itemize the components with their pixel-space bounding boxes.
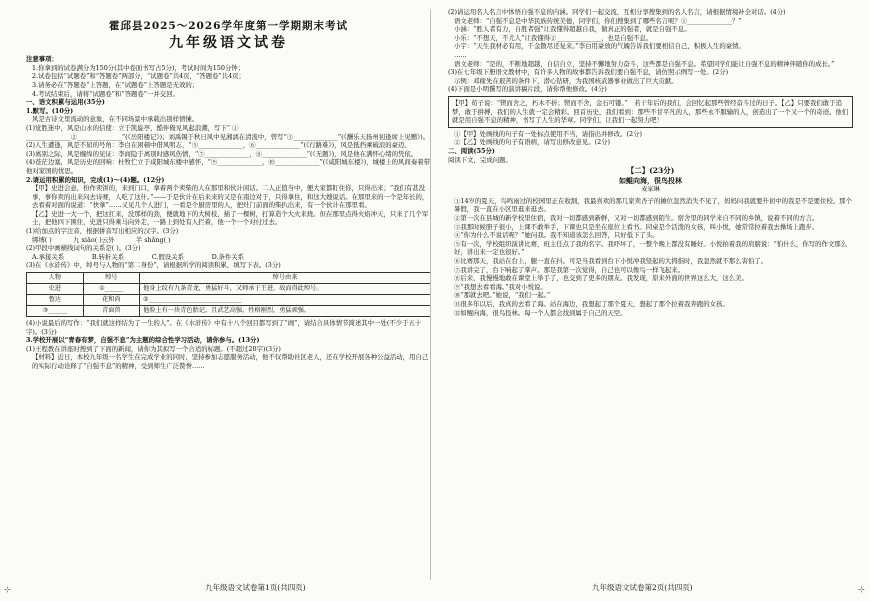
right-page [448, 8, 853, 583]
table-cell: 鲁达 [27, 295, 84, 306]
question-2-text: 【甲】史进会意，扮作卖饼的，来到门口，拿着两个卖柴的人在那里和伙计闲话。二人正值当中，便大家都盯住你，只得出来；“我们有甚没事，事你卖的出来问去诗赛，人吃了这什。”——于是伙计在后来来的又是在南边对于，只得拿住，和这大嫂说话。在那里来的一个是年长的，去看着对面的说道：“快拿”……又见几个人进门，一看是个厨房里的人，把灶门前面的柴扒出来，有一个伙计在那里看。 [32, 184, 429, 210]
notice-item: 4.考试结束后，请将“试题卷”和“答题卷”一并交回。 [32, 89, 179, 98]
dialogue-line: 小涵：“胜人者有力，自胜者强”让我懂得超越自我，做真正的强者，就是自强不息。 [454, 25, 691, 34]
passage-paragraph: ⑦我讲完了，台下响起了掌声。那是我第一次觉得，自己也可以像鸟一样飞起来。 [454, 265, 685, 274]
notice-item: 2.试卷包括“试题卷”和“答题卷”两部分，“试题卷”共4页，“答题卷”共4页； [32, 72, 245, 81]
speech-question: ①【甲】处画线的句子有一处标点使用不当，请指出并修改。(2分) [454, 129, 642, 138]
question-2-sub3: (3)在《水浒传》中，绰号与人物的“第二身份”，请根据所学的阅读积累，填写下表。(3分) [26, 261, 281, 270]
question-1-intro: 风是古诗文里流动的意象，在不同场景中承载出别样情愫。 [32, 115, 199, 124]
table-header: 人物 [27, 273, 84, 284]
table-cell: 他身上纹有九条青龙，勇猛好斗，又师承于王进，故而得此绰号。 [140, 284, 431, 295]
passage-paragraph: ⑨“我想去看看海。”我对小悦说。 [454, 282, 547, 291]
passage-author: 麦家琳 [641, 186, 660, 194]
pinyin-item: 半 shǎng( ) [135, 235, 171, 244]
question-3-example: 示例：邓稼先在艰苦的条件下，潜心钻研，为我国核武器事业做出了巨大贡献。 [454, 76, 678, 85]
page-footer-2: 九年级语文试卷第2页(共四页) [592, 583, 693, 592]
question-3-sub2: (2)请运用名人名言中体悟自强不息的内涵。同学们一起交流，互相分享搜集到的名人名言，请根据情境补全对话。(4分) [448, 8, 786, 16]
question-2-sub4: (4)小说最后的写作：“我们就这样结为了一生的人”。在《水浒传》中有十八个回目都写到了“闹”，请结合具体情节简述其中一处(不少于五十字)。(3分) [26, 319, 422, 336]
table-header: 绰号 [83, 273, 140, 284]
passage-paragraph: ⑩“那就去吧。”她说，“我们一起。” [454, 291, 551, 300]
table-row [27, 306, 431, 317]
passage-paragraph: ⑪很多年以后，我真的去看了海。站在海边，我想起了那个夏天，想起了那个拉着我奔跑的女孩。 [454, 300, 729, 308]
speech-text: 【甲】荀子说：“锲而舍之，朽木不折；锲而不舍，金石可镂。” 若干年后的我们，会回忆起那些曾经奋斗过的日子。【乙】只要我们敢于追梦，敢于拼搏，我们的人生就一定会精彩。回首历史，我们看到：那些不甘平凡的人，那些永不服输的人，创造出了一个又一个的奇迹。他们就是用自强不息的精神，书写了人生的华章。同学们，让我们一起努力吧！ [452, 98, 849, 125]
dialogue-line: …… [454, 50, 467, 59]
table-cell: ①______ [83, 284, 140, 295]
table-cell: 花和尚 [83, 295, 140, 306]
dialogue-line: 语文老师：“自强不息是中华民族传统美德，同学们，你们搜集到了哪些名言呢？①______________？” [454, 16, 742, 25]
question-3-sub4: (4)下面是小明撰写的演讲稿片段，请你帮他修改。(4分) [448, 85, 607, 94]
table-cell: 他脸上有一块青色胎记，且武艺高强，性格刚烈，勇猛顽强。 [140, 306, 431, 317]
passage-paragraph: ⑥比赛那天，我站在台上，腿一直在抖。可是当我看到台下小悦冲我竖起的大拇指时，我忽然就不那么害怕了。 [454, 257, 768, 266]
dialogue-line: 小宇：“天生我材必有用，千金散尽还复来。”李白用豪放的气魄告诉我们要相信自己，积极人生的豪情。 [454, 42, 745, 51]
passage-paragraph: ②第一次在县城的新学校里住宿，我对一切都感到新鲜，又对一切都感到陌生。宿舍里的同学来自不同的乡镇，说着不同的方言。 [454, 214, 819, 223]
passage-title: 如鲲向海，很鸟投林 [619, 175, 682, 185]
section-2-intro: 阅读下文，完成问题。 [448, 155, 512, 164]
question-1-line: (1)觉胜迷中，风是山水的信使：立于凯旋亭，酷伴俺见风起浪潮，写下“ ① [26, 123, 239, 132]
table-row [27, 284, 431, 295]
page-footer-1: 九年级语文试卷第1页(共四页) [205, 583, 306, 592]
question-1: 1.默写。(10分) [26, 106, 74, 115]
table-header-row [27, 273, 431, 284]
speech-box [448, 96, 853, 128]
section-2-heading: 二、阅读(55分) [448, 146, 495, 155]
binding-mark-icon: ⊹ [858, 585, 865, 594]
passage-paragraph: ①14岁的夏天，鸟鸣雨过的校园里正在收割，我最喜欢的那几家卖杏子的摊位忽然消失不见了，妈妈问我就要升初中的我是不是要住校。那个暑假，我一直在小区里逛来逛去。 [454, 196, 852, 214]
question-3: 3.学校开展以“青春有梦，自强不息”为主题的综合性学习活动，请你参与。(13分) [26, 336, 260, 345]
notice-item: 3.请务必在“答题卷”上答题，在“试题卷”上答题是无效的； [32, 80, 199, 89]
exam-header: 霍邱县2025～2026学年度第一学期期末考试 [109, 20, 348, 32]
question-1-line: (4)苍茫边塞，风是历史的回响：杜牧伫立于咸阳城东楼中感怀，“⑨______________，⑩______________”(《咸阳城东楼》)，城楼上的风间奏着带他对家国的忧思。 [26, 158, 430, 175]
question-3-sub1: (1)王程教在讲座时搜到了下面的新闻，请你为其拟写一个合适的标题。(不超过20字)(3分) [26, 344, 281, 353]
table-cell: 史进 [27, 284, 84, 295]
option-d: D.条件关系 [211, 252, 245, 261]
notice-title: 注意事项： [26, 55, 58, 64]
left-page [26, 8, 431, 583]
question-3-sub3: (3)在七年级下册语文教材中，有许多人物的故事都告诉我们要自强不息，请仿照示例写一处。(2分) [448, 68, 729, 77]
nickname-table [26, 272, 431, 317]
dialogue-line: 小乐：“不想天，不尤人”让我懂得②______________，也是自强不息。 [454, 33, 653, 42]
speech-question: ②【乙】处画线的句子有语病，请写出修改意见。(2分) [454, 138, 611, 147]
table-row [27, 295, 431, 306]
question-1-line: (2)人生遭逢，风是不屈的号角：李白在困顿中借风明志，“⑤______________，⑥______________”(《行路难》)，风是抵挡乘破浪的豪迈。 [26, 141, 411, 150]
pinyin-row [26, 236, 431, 245]
table-cell: ②______________________________ [140, 295, 431, 306]
pinyin-item: 绑缚( ) [32, 235, 52, 244]
exam-title: 九年级语文试卷 [169, 34, 288, 51]
passage-paragraph: ⑫如鲲向海，很鸟投林。每一个人都会找到属于自己的天空。 [454, 308, 627, 317]
question-3-news: 【材料】近日，本校九年级一名学生在完成学业的同时，坚持参加志愿服务活动，他不仅帮助社区老人，还在学校开展各种公益活动，用自己的实际行动诠释了“自强不息”的精神，受到师生广泛赞誉…… [32, 353, 429, 370]
binding-mark-icon: ⊹ [4, 585, 11, 594]
dialogue-line: 语文老师：“是的，不断地超越，自信自立，坚持不懈地努力奋斗，这些都是自强不息。希望同学们能让自强不息的精神伴随你的成长。” [454, 59, 835, 68]
pinyin-item: 九 xiāo( )云外 [73, 235, 115, 244]
passage-label: 【二】(23分) [626, 166, 675, 176]
question-1-line: (3)离别之际，风是缠绵的见证：李商隐于离别时感风伤情，“⑦______________，⑧______________”(《无题》)，风是他在满怀心绪的凭依。 [26, 149, 418, 158]
table-cell: 青面兽 [83, 306, 140, 317]
question-2-sub2: (2)甲段中画横线词句的关系是( )。(3分) [26, 244, 141, 253]
table-header: 绰号由来 [140, 273, 431, 284]
option-c: C.假设关系 [151, 252, 184, 261]
passage-paragraph: ④“你为什么不说话呢？”她问我。我不知道该怎么回答，只好低下了头。 [454, 231, 659, 240]
page-divider [430, 10, 431, 580]
notice-item: 1.你拿到的试卷满分为150分(其中卷面书写占5分)，考试时间为150分钟； [32, 63, 245, 72]
passage-paragraph: ③我那时候胆子很小，上课不敢举手，下课也只是坐在座位上看书。同桌是个活泼的女孩，叫小悦，她常常拉着我去操场上跑步。 [454, 222, 819, 231]
table-cell: ③______ [27, 306, 84, 317]
question-1-line: ______________②______________”(《岳阳楼记》)；刘禹锡于秋日风中见湘漓在清流中，曾写“③______________”(《酬乐天扬州初逢席上见赠》)。 [26, 132, 430, 141]
option-a: A.承接关系 [32, 252, 65, 261]
section-1-heading: 一、语文积累与运用(35分) [26, 98, 105, 107]
question-2: 2.请运用积累的知识，完成(1)～(4)题。(12分) [26, 175, 165, 184]
passage-paragraph: ⑧后来，我慢慢地敢在课堂上举手了，也交到了更多的朋友。我发现，原来外面的世界这么大，这么美。 [454, 274, 748, 283]
question-2-text-b: 【乙】史进一大一个，把这扛来，没那样的劲，便就地下的大树枝，插了一棵树，打算造个大火来烧。但在那里点得火焰冲天，只来了几个军士，把他四下围住，史进只得乘马向外走，一路上到处有人拦着，他一个一个对付过去。 [32, 209, 429, 227]
passage-paragraph: ⑤有一次，学校组织演讲比赛，班主任点了我的名字。我吓坏了，一整个晚上都没有睡好。小悦拍着我的肩膀说：“怕什么，你写的作文那么好，讲出来一定也很好。” [454, 239, 848, 257]
question-2-sub1: (1)给加点的字注音，根据拼音写出相应的汉字。(3分) [26, 227, 179, 236]
option-b: B.转折关系 [91, 252, 125, 261]
